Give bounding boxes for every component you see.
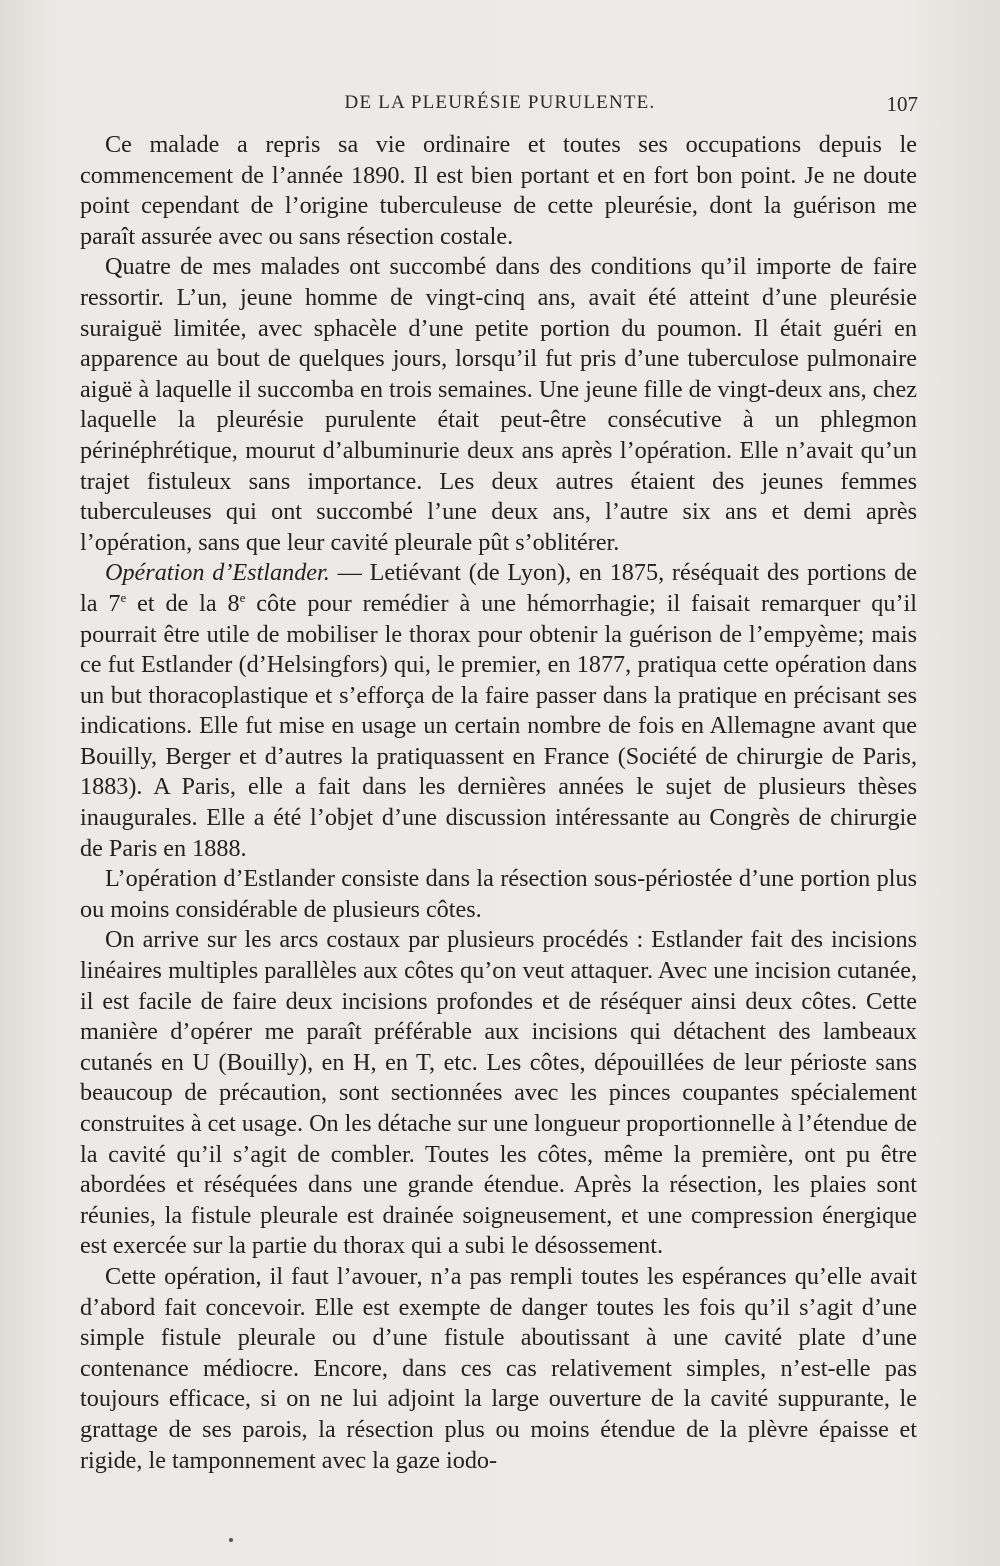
paragraph-1: Ce malade a repris sa vie ordinaire et toutes ses occupations depuis le commencement de l’année 1890. Il est bien portant et en fort bon point. Je ne doute point cependant de l’origine tuberculeuse de cette pleurésie, dont la guérison me paraît assurée avec ou sans résection costale. [80,131,917,250]
ordinal-superscript: e [239,589,246,605]
paragraph-6: Cette opération, il faut l’avouer, n’a pas rempli toutes les espérances qu’elle avait d’abord fait concevoir. Elle est exempte de danger toutes les fois qu’il s’agit d’une simple fistule pleurale ou d’une fistule aboutissant à une cavité plate d’une contenance médiocre. Encore, dans ces cas relativement simples, n’est-elle pas toujours efficace, si on ne lui adjoint la large ouverture de la cavité suppurante, le grattage de ses parois, la résection plus ou moins étendue de la plèvre épaisse et rigide, le tamponnement avec la gaze iodo- [80,1262,917,1474]
paper-speck [229,1538,233,1542]
body-text [80,130,917,1476]
paragraph-3 [80,558,917,864]
paragraph-4: L’opération d’Estlander consiste dans la résection sous-périostée d’une portion plus ou moins considérable de plusieurs côtes. [80,865,917,923]
paragraph-2: Quatre de mes malades ont succombé dans des conditions qu’il importe de faire ressortir. L’un, jeune homme de vingt-cinq ans, avait été atteint d’une pleurésie suraiguë limitée, avec sphacèle d’une petite portion du poumon. Il était guéri en apparence au bout de quelques jours, lorsqu’il fut pris d’une tuberculose pulmonaire aiguë à laquelle il succomba en trois semaines. Une jeune fille de vingt-deux ans, chez laquelle la pleurésie purulente était peut-être consécutive à un phlegmon périnéphrétique, mourut d’albuminurie deux ans après l’opération. Elle n’avait qu’un trajet fistuleux sans importance. Les deux autres étaient des jeunes femmes tuberculeuses qui ont succombé l’une deux ans, l’autre six ans et demi après l’opération, sans que leur cavité pleurale pût s’oblitérer. [80,253,917,556]
page-header [80,92,920,122]
paragraph-3-text-a: — Letiévant (de Lyon), en 1875, réséquait des portions de la 7 [80,559,917,617]
paragraph-5: On arrive sur les arcs costaux par plusieurs procédés : Estlander fait des incisions linéaires multiples parallèles aux côtes qu’on veut attaquer. Avec une incision cutanée, il est facile de faire deux incisions profondes et de réséquer ainsi deux côtes. Cette manière d’opérer me paraît préférable aux incisions qui détachent des lambeaux cutanés en U (Bouilly), en H, en T, etc. Les côtes, dépouillées de leur périoste sans beaucoup de précaution, sont sectionnées avec les pinces coupantes spécialement construites à cet usage. On les détache sur une longueur proportionnelle à l’étendue de la cavité qu’il s’agit de combler. Toutes les côtes, même la première, ont pu être abordées et réséquées dans une grande étendue. Après la résection, les plaies sont réunies, la fistule pleurale est drainée soigneusement, et une compression énergique est exercée sur la partie du thorax qui a subi le désossement. [80,926,917,1260]
page-number: 107 [886,92,918,116]
ordinal-superscript: e [120,589,127,605]
paragraph-3-text-b: et de la 8 [126,589,240,617]
running-title: DE LA PLEURÉSIE PURULENTE. [344,92,656,113]
paragraph-3-text-c: côte pour remédier à une hémorrhagie; il faisait remarquer qu’il pourrait être utile de mobiliser le thorax pour obtenir la guérison de l’empyème; mais ce fut Estlander (d’Helsingfors) qui, le premier, en 1877, pratiqua cette opération dans un but thoracoplastique et s’efforça de la faire passer dans la pratique en précisant ses indications. Elle fut mise en usage un certain nombre de fois en Allemagne avant que Bouilly, Berger et d’autres la pratiquassent en France (Société de chirurgie de Paris, 1883). A Paris, elle a fait dans les dernières années le sujet de plusieurs thèses inaugurales. Elle a été l’objet d’une discussion intéressante au Congrès de chirurgie de Paris en 1888. [80,589,917,862]
section-heading-estlander: Opération d’Estlander. [105,559,330,587]
